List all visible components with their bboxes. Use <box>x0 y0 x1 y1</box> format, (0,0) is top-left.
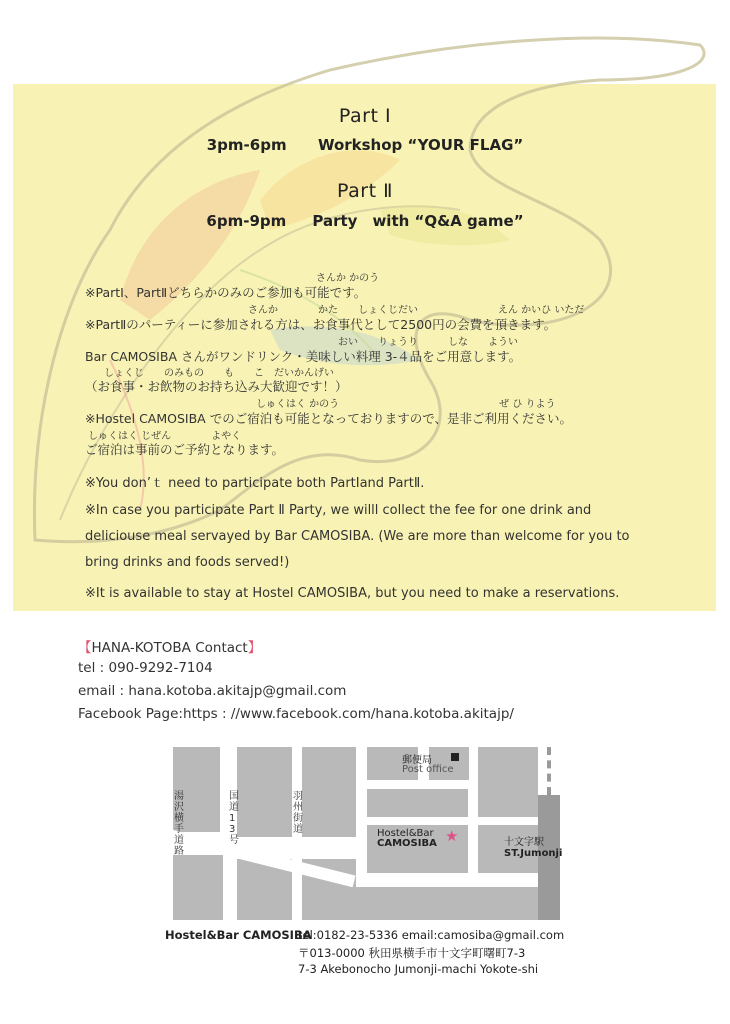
ruby-line-4: しょくじ のみもの も こ だいかんげい <box>104 368 334 379</box>
map-block <box>478 747 538 817</box>
station-label-jp: 十文字駅 <box>504 837 544 848</box>
contact-heading <box>78 636 261 656</box>
jp-note-3: Bar CAMOSIBA さんがワンドリンク・美味しい料理 3-４品をご用意します。 <box>85 349 522 364</box>
access-map <box>165 747 566 920</box>
road-label-yuzawa: 湯沢横手道路 <box>174 791 184 857</box>
map-block <box>302 747 356 837</box>
part2-time: 6pm-9pm <box>206 212 287 230</box>
part1-time: 3pm-6pm <box>206 136 287 154</box>
hostel-map-label-2: CAMOSIBA <box>377 838 437 849</box>
station-label-en: ST.Jumonji <box>504 848 563 859</box>
road-label-route13: 国道13号 <box>229 791 239 846</box>
part1-title: Part Ⅰ <box>338 105 392 127</box>
contact-facebook[interactable]: Facebook Page:https : //www.facebook.com/hana.kotoba.akitajp/ <box>78 706 514 722</box>
hostel-map-label <box>377 829 437 849</box>
ruby-line-3: おい りょうり しな ようい <box>338 337 518 348</box>
road-label-ushu: 羽州街道 <box>293 791 303 835</box>
en-note-5: ※It is available to stay at Hostel CAMOSIBA, but you need to make a reservations. <box>85 586 620 601</box>
footer-address-jp: 〒013-0000 秋田県横手市十文字町曙町7-3 <box>298 946 526 960</box>
part2-title: Part Ⅱ <box>337 180 393 202</box>
part1-desc: Workshop “YOUR FLAG” <box>317 136 524 154</box>
map-block <box>367 789 468 817</box>
jp-note-5: ※Hostel CAMOSIBA でのご宿泊も可能となっておりますので、是非ご利用ください。 <box>85 411 572 426</box>
ruby-line-5: しゅくはく かのう ぜ ひ りよう <box>256 399 556 410</box>
jp-note-4: （お食事・お飲物のお持ち込み大歓迎です！） <box>85 379 348 394</box>
bracket-close: 】 <box>247 640 262 656</box>
map-block <box>302 887 538 920</box>
contact-tel: tel : 090-9292-7104 <box>78 660 213 676</box>
contact-heading-text: HANA-KOTOBA Contact <box>91 640 248 656</box>
station-label <box>504 837 562 859</box>
jp-note-6: ご宿泊は事前のご予約となります。 <box>85 442 285 457</box>
footer-tel-email: tel:0182-23-5336 email:camosiba@gmail.com <box>298 928 565 942</box>
map-block <box>237 747 292 837</box>
en-note-1: ※You don’ｔ need to participate both PartⅠand PartⅡ. <box>85 476 425 491</box>
jp-note-2: ※PartⅡのパーティーに参加される方は、お食事代として2500円の会費を頂きます。 <box>85 317 557 332</box>
footer-name: Hostel&Bar CAMOSIBA <box>165 928 312 942</box>
hostel-map-label-1: Hostel&Bar <box>377 828 434 839</box>
ruby-line-6: しゅくはく じぜん よやく <box>88 431 242 442</box>
ruby-line-2: さんか かた しょくじだい えん かいひ いただ <box>248 305 585 316</box>
post-office-label-jp: 郵便局 <box>402 755 432 766</box>
part1-line <box>0 136 730 154</box>
post-office-icon <box>451 753 459 761</box>
railway-line <box>547 747 555 795</box>
footer-address-en: 7-3 Akebonocho Jumonji-machi Yokote-shi <box>298 962 539 976</box>
en-note-2: ※In case you participate Part Ⅱ Party, we willl collect the fee for one drink and <box>85 503 592 518</box>
jp-note-1: ※PartⅠ、PartⅡどちらかのみのご参加も可能です。 <box>85 285 367 300</box>
part2-line <box>0 210 730 231</box>
contact-email[interactable]: email : hana.kotoba.akitajp@gmail.com <box>78 683 347 699</box>
part2-desc: Party with “Q&A game” <box>312 212 524 230</box>
post-office-label-en: Post office <box>402 764 454 775</box>
ruby-line-1: さんか かのう <box>316 273 380 284</box>
en-note-4: bring drinks and foods served!) <box>85 555 290 570</box>
bracket-open: 【 <box>78 640 92 656</box>
hostel-star-icon: ★ <box>445 827 459 845</box>
map-block <box>173 855 223 920</box>
en-note-3: deliciouse meal servayed by Bar CAMOSIBA. (We are more than welcome for you to <box>85 529 630 544</box>
